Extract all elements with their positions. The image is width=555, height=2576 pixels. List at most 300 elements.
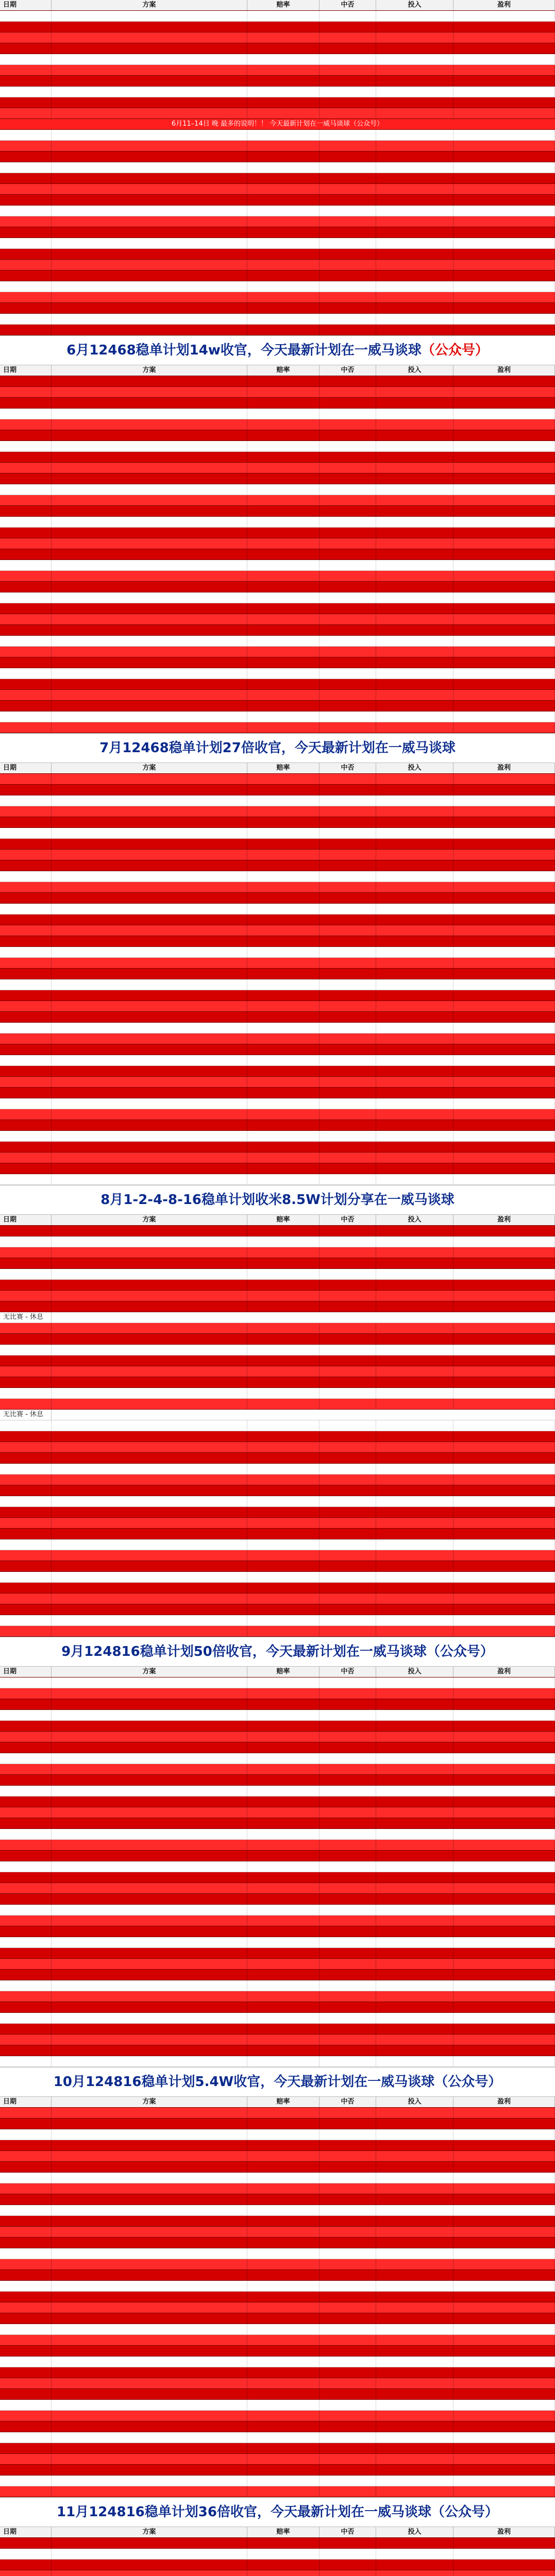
cell-plan — [52, 2560, 247, 2570]
table-row — [0, 614, 555, 625]
cell-result — [319, 774, 376, 784]
cell-result — [319, 1345, 376, 1355]
cell-odds — [247, 2183, 319, 2194]
cell-date — [0, 2313, 52, 2324]
table-row — [0, 2119, 555, 2129]
cell-odds — [247, 806, 319, 817]
cell-date — [0, 1226, 52, 1236]
cell-odds — [247, 2024, 319, 2034]
cell-profit — [453, 1012, 555, 1022]
cell-profit — [453, 2302, 555, 2313]
cell-odds — [247, 43, 319, 54]
cell-plan — [52, 1518, 247, 1528]
cell-result — [319, 1098, 376, 1109]
section-banner — [0, 1637, 555, 1667]
table-row — [0, 1980, 555, 1991]
cell-plan — [52, 281, 247, 292]
cell-result — [319, 2002, 376, 2012]
table-row — [0, 260, 555, 270]
rest-day-row — [0, 1312, 555, 1323]
cell-odds — [247, 722, 319, 733]
cell-result — [319, 1926, 376, 1937]
cell-profit — [453, 1572, 555, 1582]
cell-odds — [247, 958, 319, 968]
cell-date — [0, 184, 52, 194]
cell-stake — [376, 1851, 453, 1861]
cell-date — [0, 452, 52, 462]
cell-result — [319, 130, 376, 140]
column-header-date: 日期 — [0, 763, 52, 773]
cell-result — [319, 828, 376, 838]
cell-stake — [376, 2400, 453, 2410]
cell-plan — [52, 1366, 247, 1377]
cell-profit — [453, 1001, 555, 1011]
cell-profit — [453, 657, 555, 668]
cell-plan — [52, 2270, 247, 2280]
cell-stake — [376, 314, 453, 324]
cell-result — [319, 398, 376, 408]
column-header-date: 日期 — [0, 2097, 52, 2107]
cell-date — [0, 238, 52, 248]
cell-result — [319, 1226, 376, 1236]
cell-odds — [247, 2238, 319, 2248]
cell-stake — [376, 2421, 453, 2432]
cell-date — [0, 1539, 52, 1550]
cell-date — [0, 227, 52, 238]
cell-date — [0, 430, 52, 440]
cell-odds — [247, 2173, 319, 2183]
table-row — [0, 270, 555, 281]
column-header-date: 日期 — [0, 2527, 52, 2537]
cell-plan — [52, 1786, 247, 1796]
cell-date — [0, 1066, 52, 1076]
table-row — [0, 2056, 555, 2067]
cell-odds — [247, 2108, 319, 2118]
cell-odds — [247, 625, 319, 635]
cell-stake — [376, 1453, 453, 1463]
table-header — [0, 1667, 555, 1677]
cell-profit — [453, 1604, 555, 1615]
cell-odds — [247, 1291, 319, 1301]
cell-date — [0, 839, 52, 849]
cell-profit — [453, 1948, 555, 1958]
cell-stake — [376, 936, 453, 946]
cell-plan — [52, 1594, 247, 1604]
cell-result — [319, 463, 376, 473]
cell-odds — [247, 1797, 319, 1807]
cell-stake — [376, 1334, 453, 1344]
cell-plan — [52, 2173, 247, 2183]
cell-profit — [453, 1539, 555, 1550]
table-row — [0, 43, 555, 54]
cell-stake — [376, 711, 453, 722]
cell-stake — [376, 1786, 453, 1796]
cell-odds — [247, 647, 319, 657]
cell-plan — [52, 958, 247, 968]
table-row — [0, 1583, 555, 1594]
cell-profit — [453, 2056, 555, 2066]
table-row — [0, 2335, 555, 2346]
cell-result — [319, 893, 376, 903]
cell-stake — [376, 1677, 453, 1688]
cell-odds — [247, 2151, 319, 2161]
table-row — [0, 1345, 555, 1355]
cell-profit — [453, 817, 555, 827]
cell-plan — [52, 314, 247, 324]
cell-profit — [453, 2162, 555, 2172]
cell-date — [0, 1959, 52, 1969]
cell-profit — [453, 828, 555, 838]
cell-result — [319, 303, 376, 313]
cell-odds — [247, 1699, 319, 1709]
cell-result — [319, 1742, 376, 1753]
cell-odds — [247, 701, 319, 711]
table-row — [0, 528, 555, 538]
cell-stake — [376, 774, 453, 784]
cell-stake — [376, 582, 453, 592]
cell-odds — [247, 216, 319, 227]
cell-date — [0, 2335, 52, 2345]
cell-odds — [247, 1088, 319, 1098]
table-row — [0, 1916, 555, 1926]
cell-date — [0, 151, 52, 162]
cell-date — [0, 1797, 52, 1807]
cell-profit — [453, 882, 555, 892]
cell-profit — [453, 495, 555, 505]
cell-date — [0, 1163, 52, 1174]
table-row — [0, 2570, 555, 2576]
cell-date — [0, 1001, 52, 1011]
table-row — [0, 1539, 555, 1550]
cell-plan — [52, 925, 247, 936]
table-row — [0, 2270, 555, 2281]
cell-result — [319, 571, 376, 581]
cell-profit — [453, 441, 555, 451]
cell-odds — [247, 538, 319, 549]
cell-stake — [376, 2538, 453, 2548]
cell-result — [319, 473, 376, 484]
cell-odds — [247, 1959, 319, 1969]
cell-plan — [52, 839, 247, 849]
table-row — [0, 1055, 555, 1066]
cell-odds — [247, 969, 319, 979]
cell-result — [319, 2140, 376, 2150]
cell-result — [319, 1464, 376, 1474]
cell-stake — [376, 2270, 453, 2280]
table-row — [0, 281, 555, 292]
cell-plan — [52, 2035, 247, 2045]
cell-result — [319, 2129, 376, 2140]
cell-profit — [453, 947, 555, 957]
table-row — [0, 2140, 555, 2151]
table-row — [0, 657, 555, 668]
table-row — [0, 1442, 555, 1453]
cell-odds — [247, 1496, 319, 1506]
cell-odds — [247, 1991, 319, 2002]
cell-stake — [376, 292, 453, 302]
cell-stake — [376, 817, 453, 827]
cell-stake — [376, 1077, 453, 1087]
cell-result — [319, 711, 376, 722]
cell-odds — [247, 1033, 319, 1044]
cell-date — [0, 2400, 52, 2410]
cell-result — [319, 1764, 376, 1774]
table-row — [0, 65, 555, 76]
cell-plan — [52, 1721, 247, 1731]
cell-profit — [453, 484, 555, 495]
cell-result — [319, 549, 376, 560]
column-header-result: 中否 — [319, 2527, 376, 2537]
table-row — [0, 1142, 555, 1153]
cell-profit — [453, 2378, 555, 2388]
cell-plan — [52, 1226, 247, 1236]
cell-profit — [453, 1732, 555, 1742]
cell-result — [319, 32, 376, 43]
cell-odds — [247, 1980, 319, 1991]
rest-day-row — [0, 1410, 555, 1420]
cell-result — [319, 806, 376, 817]
cell-stake — [376, 206, 453, 216]
cell-date — [0, 2389, 52, 2399]
cell-plan — [52, 2443, 247, 2453]
cell-plan — [52, 184, 247, 194]
cell-stake — [376, 947, 453, 957]
cell-plan — [52, 22, 247, 32]
cell-date — [0, 1604, 52, 1615]
cell-odds — [247, 141, 319, 151]
cell-date — [0, 947, 52, 957]
cell-result — [319, 1431, 376, 1442]
cell-profit — [453, 1280, 555, 1290]
cell-odds — [247, 1023, 319, 1033]
cell-date — [0, 1012, 52, 1022]
cell-odds — [247, 1818, 319, 1828]
month-section — [0, 1185, 555, 1637]
cell-odds — [247, 1786, 319, 1796]
table-row — [0, 1098, 555, 1109]
table-row — [0, 1905, 555, 1916]
cell-profit — [453, 1883, 555, 1893]
cell-stake — [376, 2389, 453, 2399]
table-row — [0, 11, 555, 22]
cell-date — [0, 1561, 52, 1571]
cell-profit — [453, 1550, 555, 1561]
cell-stake — [376, 1615, 453, 1625]
cell-stake — [376, 1572, 453, 1582]
cell-stake — [376, 785, 453, 795]
column-header-plan: 方案 — [52, 0, 247, 10]
section-title: 6月12468稳单计划14w收官，今天最新计划在一威马谈球 — [66, 343, 422, 358]
cell-odds — [247, 614, 319, 624]
cell-result — [319, 1109, 376, 1120]
cell-result — [319, 1475, 376, 1485]
cell-plan — [52, 2227, 247, 2237]
cell-result — [319, 603, 376, 614]
column-header-profit: 盈利 — [453, 0, 555, 10]
cell-profit — [453, 195, 555, 205]
cell-odds — [247, 2035, 319, 2045]
cell-date — [0, 2549, 52, 2559]
cell-result — [319, 441, 376, 451]
table-row — [0, 1677, 555, 1688]
table-row — [0, 571, 555, 582]
section-title: 7月12468稳单计划27倍收官，今天最新计划在一威马谈球 — [99, 740, 456, 756]
table-row — [0, 22, 555, 32]
cell-plan — [52, 473, 247, 484]
cell-plan — [52, 2292, 247, 2302]
cell-plan — [52, 1323, 247, 1333]
cell-plan — [52, 1807, 247, 1818]
cell-plan — [52, 582, 247, 592]
cell-odds — [247, 1001, 319, 1011]
table-row — [0, 1366, 555, 1377]
cell-stake — [376, 647, 453, 657]
cell-date — [0, 1098, 52, 1109]
cell-plan — [52, 871, 247, 882]
cell-date — [0, 2281, 52, 2291]
table-row — [0, 1710, 555, 1721]
cell-date — [0, 2378, 52, 2388]
cell-stake — [376, 2411, 453, 2421]
table-row — [0, 1066, 555, 1077]
cell-profit — [453, 925, 555, 936]
cell-odds — [247, 1226, 319, 1236]
cell-plan — [52, 1012, 247, 1022]
cell-stake — [376, 2367, 453, 2378]
cell-result — [319, 1539, 376, 1550]
cell-odds — [247, 2335, 319, 2345]
cell-profit — [453, 1323, 555, 1333]
cell-odds — [247, 1044, 319, 1055]
cell-plan — [52, 979, 247, 990]
cell-odds — [247, 1721, 319, 1731]
table-row — [0, 969, 555, 979]
cell-result — [319, 1883, 376, 1893]
table-row — [0, 1572, 555, 1583]
cell-plan — [52, 11, 247, 21]
cell-date — [0, 2013, 52, 2023]
cell-plan — [52, 603, 247, 614]
cell-stake — [376, 1464, 453, 1474]
cell-stake — [376, 76, 453, 86]
cell-plan — [52, 1916, 247, 1926]
cell-stake — [376, 2238, 453, 2248]
cell-result — [319, 2400, 376, 2410]
cell-stake — [376, 387, 453, 397]
cell-date — [0, 603, 52, 614]
table-row — [0, 979, 555, 990]
cell-plan — [52, 1399, 247, 1409]
cell-date — [0, 65, 52, 75]
cell-odds — [247, 1583, 319, 1593]
cell-result — [319, 43, 376, 54]
cell-odds — [247, 1247, 319, 1258]
cell-stake — [376, 419, 453, 430]
cell-profit — [453, 1742, 555, 1753]
cell-profit — [453, 2367, 555, 2378]
cell-plan — [52, 1291, 247, 1301]
table-row — [0, 2151, 555, 2162]
cell-result — [319, 2432, 376, 2443]
table-row — [0, 398, 555, 409]
cell-profit — [453, 1453, 555, 1463]
table-row — [0, 473, 555, 484]
table-row — [0, 173, 555, 184]
cell-plan — [52, 506, 247, 516]
cell-result — [319, 2183, 376, 2194]
cell-date — [0, 1742, 52, 1753]
cell-profit — [453, 2002, 555, 2012]
cell-plan — [52, 2162, 247, 2172]
cell-plan — [52, 1818, 247, 1828]
cell-result — [319, 2162, 376, 2172]
table-row — [0, 1420, 555, 1431]
table-row — [0, 817, 555, 828]
cell-date — [0, 538, 52, 549]
cell-date — [0, 1388, 52, 1398]
cell-stake — [376, 679, 453, 689]
cell-odds — [247, 1453, 319, 1463]
table-row — [0, 904, 555, 914]
column-header-result: 中否 — [319, 365, 376, 376]
cell-plan — [52, 904, 247, 914]
cell-plan — [52, 409, 247, 419]
cell-plan — [52, 2302, 247, 2313]
cell-odds — [247, 549, 319, 560]
cell-plan — [52, 1420, 247, 1431]
table-row — [0, 871, 555, 882]
cell-profit — [453, 2400, 555, 2410]
cell-plan — [52, 636, 247, 646]
cell-plan — [52, 592, 247, 603]
cell-date — [0, 473, 52, 484]
cell-profit — [453, 260, 555, 270]
table-row — [0, 2411, 555, 2421]
cell-odds — [247, 376, 319, 386]
cell-stake — [376, 108, 453, 118]
cell-profit — [453, 1420, 555, 1431]
cell-profit — [453, 227, 555, 238]
table-row — [0, 1120, 555, 1131]
cell-odds — [247, 238, 319, 248]
cell-odds — [247, 173, 319, 183]
cell-odds — [247, 1420, 319, 1431]
table-row — [0, 1334, 555, 1345]
column-header-odds: 赔率 — [247, 365, 319, 376]
cell-date — [0, 722, 52, 733]
cell-date — [0, 1507, 52, 1517]
cell-odds — [247, 1442, 319, 1452]
column-header-result: 中否 — [319, 1215, 376, 1225]
cell-profit — [453, 958, 555, 968]
cell-odds — [247, 1055, 319, 1065]
table-row — [0, 130, 555, 141]
cell-result — [319, 1840, 376, 1850]
cell-profit — [453, 1399, 555, 1409]
cell-plan — [52, 1688, 247, 1699]
cell-date — [0, 2292, 52, 2302]
cell-odds — [247, 582, 319, 592]
cell-date — [0, 2302, 52, 2313]
cell-date — [0, 2173, 52, 2183]
cell-profit — [453, 2324, 555, 2334]
cell-date — [0, 2476, 52, 2486]
section-title: 11月124816稳单计划36倍收官，今天最新计划在一威马谈球（公众号） — [57, 2504, 498, 2520]
cell-date — [0, 925, 52, 936]
cell-profit — [453, 679, 555, 689]
cell-result — [319, 2378, 376, 2388]
cell-odds — [247, 1366, 319, 1377]
